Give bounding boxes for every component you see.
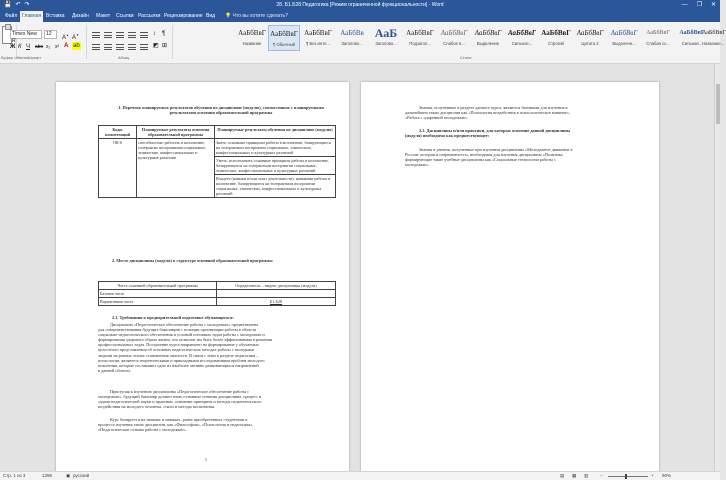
ribbon-tabs bbox=[0, 11, 720, 22]
save-icon[interactable]: 💾 bbox=[4, 2, 12, 8]
group-label-clipboard: Буфер обмена bbox=[1, 55, 29, 60]
font-color-icon[interactable]: A bbox=[64, 43, 69, 49]
language-icon: ▣ bbox=[66, 473, 71, 478]
table-header-cell: Определитель – индекс дисциплины (модуля) bbox=[217, 282, 336, 290]
bullets-icon[interactable] bbox=[92, 32, 100, 38]
numbering-icon[interactable] bbox=[104, 32, 112, 38]
font-name-box[interactable]: Times New R bbox=[10, 30, 42, 39]
text-line: молодежью». bbox=[405, 162, 430, 168]
competence-table bbox=[98, 125, 336, 198]
text-line: Курс базируется на знаниях и навыках, ранее приобретенных студентами в bbox=[110, 417, 248, 422]
tell-me-text: Что вы хотите сделать? bbox=[232, 13, 288, 19]
tab-design[interactable]: Дизайн bbox=[72, 13, 89, 19]
highlight-icon[interactable]: ab bbox=[73, 43, 80, 49]
paragraph-1 bbox=[98, 322, 335, 373]
word-count[interactable]: 1396 bbox=[42, 473, 53, 478]
table-cell: Вариативная часть bbox=[99, 298, 217, 306]
paragraph-2 bbox=[405, 147, 639, 167]
table-row bbox=[99, 290, 336, 298]
window-controls bbox=[682, 0, 716, 11]
justify-icon[interactable] bbox=[128, 44, 136, 50]
text-line: России: история и современность» необходимы для изучения дисциплины «Политика, bbox=[405, 152, 564, 158]
document-canvas[interactable] bbox=[0, 64, 720, 471]
decrease-indent-icon[interactable] bbox=[128, 32, 136, 38]
multilevel-list-icon[interactable] bbox=[116, 32, 124, 38]
style-tile[interactable]: АаБбВвГ Название bbox=[238, 29, 266, 46]
align-left-icon[interactable] bbox=[92, 44, 100, 50]
text-line: Знания и умения, полученные при изучении дисциплины «Молодежное движение в bbox=[419, 147, 573, 152]
table-header-row bbox=[99, 282, 336, 290]
style-tile[interactable]: АаБбВвГ Строгий bbox=[541, 29, 571, 46]
text-line: задачи педагогической науки и практики, основные принципы и методы педагогического bbox=[98, 399, 262, 405]
print-layout-icon[interactable]: ▦ bbox=[572, 473, 577, 478]
minimize-button[interactable]: — bbox=[681, 2, 688, 8]
text-line: дальнейшем таких дисциплин как «Психология воздействия в психологическое влияние», bbox=[405, 110, 570, 116]
table-cell: Базовая часть bbox=[99, 290, 217, 298]
tell-me-box[interactable]: 💡 Что вы хотите сделать? bbox=[225, 13, 288, 19]
table-header-cell: Часть основной образовательной программы bbox=[99, 282, 217, 290]
maximize-button[interactable]: ❐ bbox=[696, 2, 702, 8]
text-line: 2.2. Дисциплины и/или практики, для которых освоение данной дисциплины bbox=[419, 128, 571, 133]
text-line: молодежью», будущий бакалавр должен знать основные понятия дисциплины, процесс и bbox=[98, 394, 262, 400]
tab-mailings[interactable]: Рассылки bbox=[138, 13, 161, 19]
text-line: воздействия на молодого человека, стили и методы воспитания. bbox=[98, 404, 215, 410]
line-spacing-icon[interactable] bbox=[140, 44, 148, 50]
tab-file[interactable]: Файл bbox=[5, 13, 18, 19]
align-center-icon[interactable] bbox=[104, 44, 112, 50]
program-place-table bbox=[98, 281, 336, 306]
strikethrough-button[interactable]: abc bbox=[35, 44, 44, 50]
style-tile[interactable]: АаБбВвГ Подзагол... bbox=[406, 29, 434, 46]
tab-review[interactable]: Рецензирование bbox=[164, 13, 203, 19]
zoom-slider[interactable] bbox=[608, 476, 648, 477]
scrollbar-thumb[interactable] bbox=[716, 84, 720, 124]
close-button[interactable]: ✕ bbox=[710, 2, 716, 8]
text-line: профессиональных задач. Построение курса направлено на формирование у обучаемых bbox=[98, 342, 259, 348]
style-tile[interactable]: АаБбВвГ Сильная... bbox=[679, 30, 705, 46]
redo-icon[interactable]: ↷ bbox=[24, 2, 30, 8]
superscript-button[interactable]: x² bbox=[55, 44, 60, 50]
font-size-box[interactable]: 12 bbox=[44, 30, 57, 39]
discipline-index: Б1.Б28 bbox=[217, 298, 336, 306]
competence-code: ОК-6 bbox=[99, 139, 137, 198]
paragraph-3 bbox=[98, 417, 335, 432]
style-tile[interactable]: АаБбВвГ Слабое в... bbox=[440, 29, 468, 46]
zoom-slider-knob[interactable] bbox=[625, 474, 627, 479]
pilcrow-icon[interactable]: ¶ bbox=[162, 31, 166, 37]
text-line: (модуля) необходимо как предшествующее: bbox=[405, 133, 490, 139]
tab-view[interactable]: Вид bbox=[206, 13, 216, 19]
page-count[interactable]: Стр. 1 из 3 bbox=[3, 473, 26, 478]
web-layout-icon[interactable]: ▥ bbox=[584, 473, 589, 478]
text-line: «Педагогические основы работы с молодежью». bbox=[98, 427, 187, 433]
group-label-font: Шрифт bbox=[28, 55, 42, 60]
grow-font-icon[interactable]: A▲ bbox=[62, 33, 69, 41]
text-line: формирующие такие учебные дисциплины как «Социальные технологии работы с bbox=[405, 157, 556, 163]
style-tile[interactable]: АаБ Заголово... bbox=[374, 26, 398, 46]
text-line: поколения, которые составляют одно из наиболее активно развивающихся направлений bbox=[98, 362, 259, 368]
paragraph-2 bbox=[98, 389, 335, 409]
result-can: Уметь: использовать основные принципы работы в коллективе, базирующиеся на толерантном восприятии социальных, этнических, конфессиональных и культурных различий bbox=[215, 157, 336, 175]
borders-icon[interactable]: ⊞ bbox=[162, 43, 168, 49]
table-header-cell: Планируемые результаты освоения образовательной программы bbox=[137, 126, 215, 139]
ribbon bbox=[0, 22, 726, 64]
page-number: 1 bbox=[204, 457, 208, 462]
page-1[interactable] bbox=[56, 82, 349, 477]
page-2[interactable] bbox=[361, 82, 659, 477]
section-heading-3: 2.1. Требования к предварительной подготовке обучающегося: bbox=[112, 315, 234, 320]
table-row bbox=[99, 139, 336, 157]
read-mode-icon[interactable]: ▤ bbox=[560, 473, 565, 478]
tab-layout[interactable]: Макет bbox=[96, 13, 111, 19]
text-line: для совершенствования будущих бакалавров с позиции организации работы в области bbox=[98, 327, 257, 333]
sort-icon[interactable]: ↕ bbox=[153, 31, 156, 37]
vertical-scrollbar[interactable] bbox=[714, 64, 720, 471]
zoom-out-button[interactable]: − bbox=[600, 473, 603, 478]
result-master: Владеть (навыки и/или опыт деятельности): навыками работы в коллективе, базирующиеся на толерантном восприятии социальных, этнических, конфессиональных и культурных различий bbox=[215, 175, 336, 198]
style-tile[interactable]: АаБбВвГ Выделение bbox=[474, 29, 502, 46]
style-tile[interactable]: АаБбВвГ Название... bbox=[702, 30, 726, 46]
zoom-level[interactable]: 90% bbox=[662, 473, 672, 478]
style-tile[interactable]: АаБбВв Заголово... bbox=[340, 29, 364, 46]
italic-button[interactable]: К bbox=[18, 44, 22, 50]
text-line: людьми на разных этапах становления личности. В связи с этим в разделе педагогики – bbox=[98, 352, 259, 358]
result-know: Знать: основные принципы работы в коллективе, базирующиеся на толерантном восприятии социальных, этнических, конфессиональных и культурных различий bbox=[215, 139, 336, 157]
text-line: формирования здорового образа жизни, что позволит им быть более эффективными в решении bbox=[98, 337, 273, 343]
competence-description: способностью работать в коллективе, толерантно воспринимая социальные, этнические, конфессиональные и культурные различия bbox=[137, 139, 215, 198]
subscript-button[interactable]: x₂ bbox=[46, 44, 51, 50]
group-label-paragraph: Абзац bbox=[118, 55, 130, 60]
shading-icon[interactable]: ◩ bbox=[153, 43, 159, 49]
align-right-icon[interactable] bbox=[116, 44, 124, 50]
language[interactable]: русский bbox=[73, 473, 90, 478]
text-line: Дисциплина «Педагогическое обеспечение работы с молодежью» предназначена bbox=[110, 322, 259, 327]
bold-button[interactable]: Ж bbox=[10, 44, 16, 50]
text-line: «Работа с одаренной молодежью». bbox=[405, 115, 469, 121]
style-tile[interactable]: АаБбВвГ Сильное... bbox=[507, 29, 537, 46]
paragraph-1 bbox=[405, 105, 639, 120]
text-line: процессе изучения таких дисциплин, как «Философия», «Психология и педагогика», bbox=[98, 422, 254, 428]
text-line: целостного представления об основных педагогических методах работы с молодыми bbox=[98, 347, 254, 353]
undo-icon[interactable]: ↶ bbox=[15, 2, 21, 8]
text-line: Приступая к изучению дисциплины «Педагогическое обеспечение работы с bbox=[110, 389, 250, 394]
status-bar bbox=[0, 471, 720, 480]
table-header-row bbox=[99, 126, 336, 139]
tab-references[interactable]: Ссылки bbox=[116, 13, 134, 19]
tab-home[interactable]: Главная bbox=[20, 11, 43, 22]
text-line: в данной области. bbox=[98, 367, 131, 373]
style-tile[interactable]: АаБбВвГ ¶ Без инте... bbox=[304, 29, 332, 46]
shrink-font-icon[interactable]: A▼ bbox=[72, 33, 79, 41]
table-cell bbox=[217, 290, 336, 298]
zoom-in-button[interactable]: + bbox=[651, 473, 654, 478]
section-heading-2: 2. Место дисциплины (модуля) в структуре основной образовательной программы bbox=[112, 258, 273, 263]
table-header-cell: Коды компетенций bbox=[99, 126, 137, 139]
tab-insert[interactable]: Вставка bbox=[46, 13, 65, 19]
section-heading bbox=[405, 128, 639, 138]
style-tile[interactable]: АаБбВвГ Слабая сс... bbox=[646, 30, 670, 46]
text-line: психологии, являются теоретическими и прикладными исследованиями проблем молодого bbox=[98, 357, 265, 363]
style-tile[interactable]: АаБбВвГ Цитата 2 bbox=[576, 29, 604, 46]
text-line: Знания, полученные в разделе данного курса, являются базовыми для изучения в bbox=[419, 105, 568, 110]
title-bar bbox=[0, 0, 720, 11]
style-tile-normal[interactable]: АаБбВвГ ¶ Обычный bbox=[268, 25, 300, 51]
table-header-cell: Планируемые результаты обучения по дисциплине (модулю) bbox=[215, 126, 336, 139]
group-label-styles: Стили bbox=[460, 55, 472, 60]
text-line: социально-педагогического обеспечения и условий основных задач работы с молодежью и bbox=[98, 332, 265, 338]
style-tile[interactable]: АаБбВвГ Выделенн... bbox=[610, 29, 638, 46]
increase-indent-icon[interactable] bbox=[140, 32, 148, 38]
table-row bbox=[99, 298, 336, 306]
underline-button[interactable]: Ч bbox=[26, 44, 30, 50]
window-title: 28. Б1.Б28 Педагогика [Режим ограниченной функциональности] - Word bbox=[276, 2, 444, 8]
section-heading-1: 1. Перечень планируемых результатов обучения по дисциплине (модулю), соотнесенных с планируемыми результатами освоения образовательной программы bbox=[118, 105, 324, 116]
